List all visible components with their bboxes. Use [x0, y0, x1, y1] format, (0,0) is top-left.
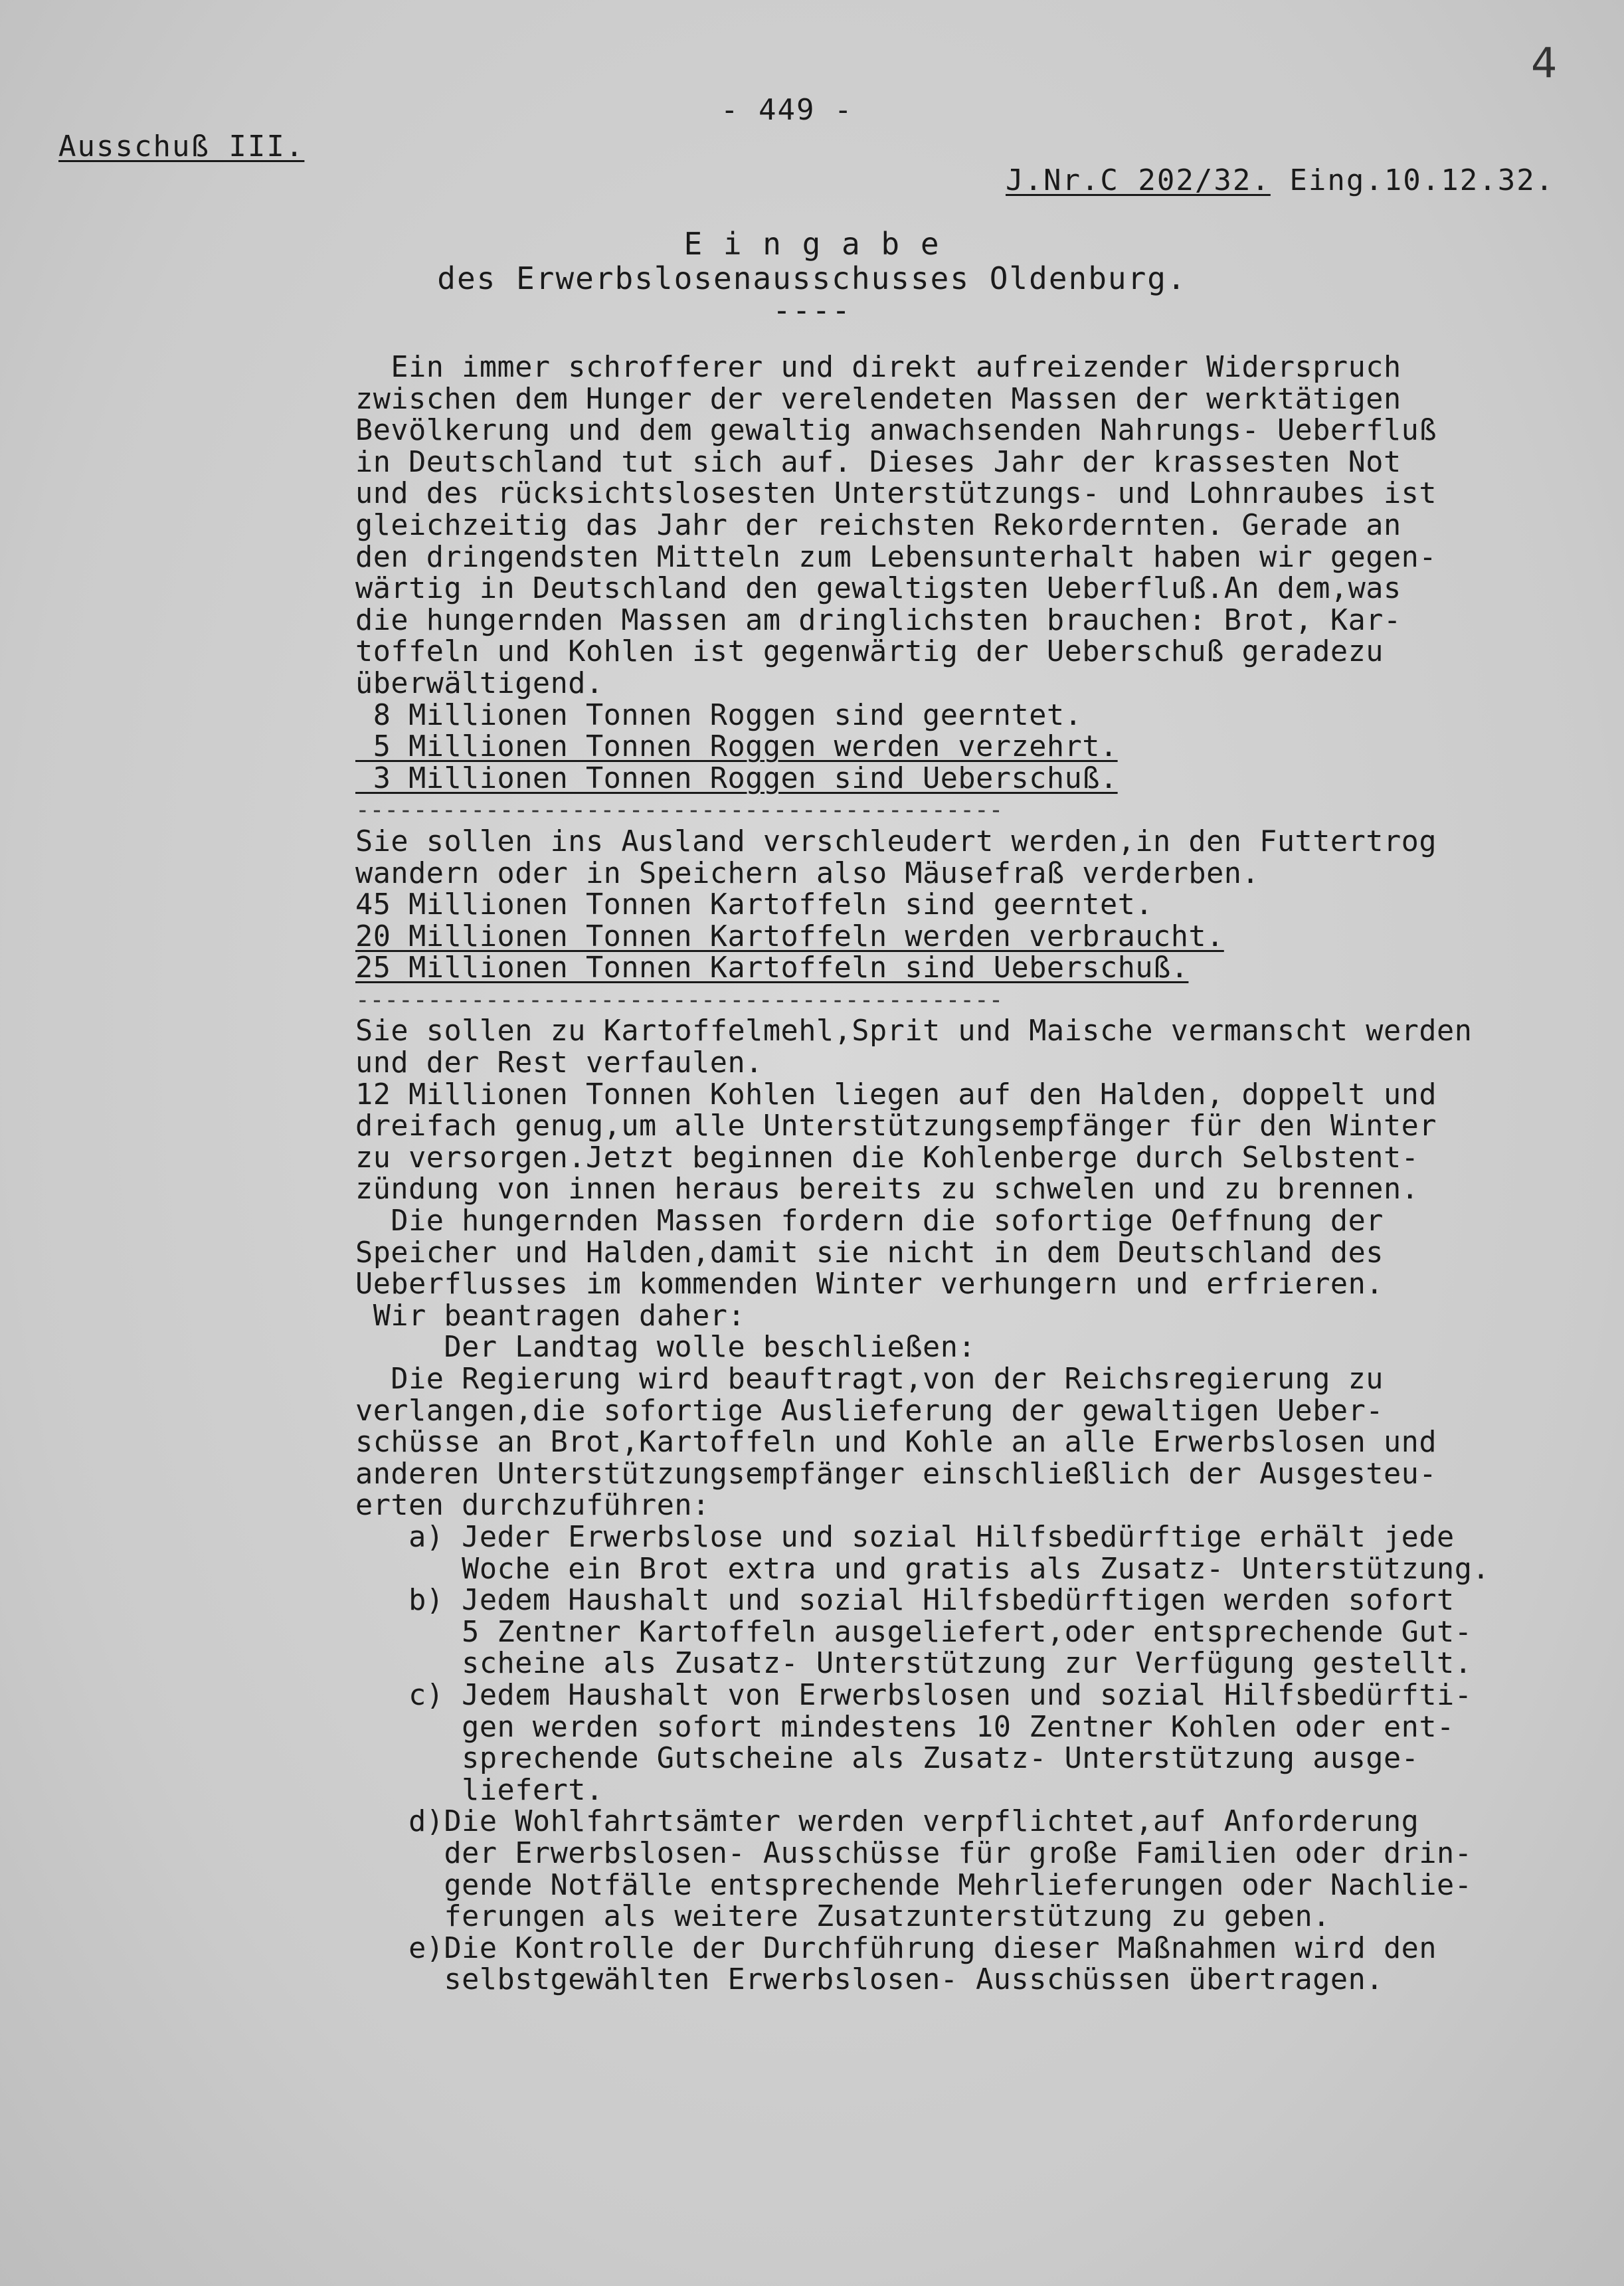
reference-number — [930, 130, 1554, 231]
body-line: Ein immer schrofferer und direkt aufreizender Widerspruch — [355, 351, 1401, 384]
body-line: wärtig in Deutschland den gewaltigsten Ueberfluß.An dem,was — [355, 572, 1401, 606]
body-line: den dringendsten Mitteln zum Lebensunterhalt haben wir gegen- — [355, 540, 1437, 574]
rye-surplus-line: 3 Millionen Tonnen Roggen sind Ueberschuß. — [355, 761, 1118, 795]
body-line: schüsse an Brot,Kartoffeln und Kohle an alle Erwerbslosen und — [355, 1426, 1437, 1460]
body-line: toffeln und Kohlen ist gegenwärtig der Ueberschuß geradezu — [355, 635, 1384, 669]
potato-surplus-line: 25 Millionen Tonnen Kartoffeln sind Ueberschuß. — [355, 951, 1189, 985]
body-line: in Deutschland tut sich auf. Dieses Jahr der krassesten Not — [355, 445, 1401, 479]
list-item-e-cont: selbstgewählten Erwerbslosen- Ausschüssen übertragen. — [355, 1963, 1384, 1997]
rye-consumed-line: 5 Millionen Tonnen Roggen werden verzehrt. — [355, 730, 1118, 764]
body-line: zwischen dem Hunger der verelendeten Massen der werktätigen — [355, 382, 1401, 416]
motion-resolution: Der Landtag wolle beschließen: — [355, 1331, 976, 1365]
document-title: E i n g a b e — [683, 226, 941, 262]
rye-harvest-line: 8 Millionen Tonnen Roggen sind geerntet. — [355, 698, 1083, 732]
list-item-c-cont: sprechende Gutscheine als Zusatz- Unterstützung ausge- — [355, 1742, 1419, 1776]
dashed-separator: --------------------------------------------- — [355, 797, 1004, 824]
body-line: und des rücksichtslosesten Unterstützungs- und Lohnraubes ist — [355, 477, 1437, 511]
journal-number: J.Nr.C 202/32. — [1005, 163, 1271, 197]
body-line: und der Rest verfaulen. — [355, 1046, 763, 1080]
body-line: Sie sollen ins Ausland verschleudert werden,in den Futtertrog — [355, 824, 1437, 858]
potato-harvest-line: 45 Millionen Tonnen Kartoffeln sind geerntet. — [355, 888, 1154, 922]
body-line: die hungernden Massen am dringlichsten brauchen: Brot, Kar- — [355, 603, 1401, 637]
title-rule: ---- — [772, 292, 852, 328]
list-item-d-cont: ferungen als weitere Zusatzunterstützung zu geben. — [355, 1900, 1330, 1934]
body-line: Ueberflusses im kommenden Winter verhungern und erfrieren. — [355, 1268, 1384, 1301]
folio-number: 4 — [1531, 39, 1558, 87]
body-line: überwältigend. — [355, 666, 604, 700]
body-line: Speicher und Halden,damit sie nicht in dem Deutschland des — [355, 1236, 1384, 1270]
body-line: Die Regierung wird beauftragt,von der Reichsregierung zu — [355, 1363, 1384, 1396]
motion-intro: Wir beantragen daher: — [355, 1299, 746, 1333]
body-line: Sie sollen zu Kartoffelmehl,Sprit und Maische vermanscht werden — [355, 1014, 1473, 1048]
body-line: Bevölkerung und dem gewaltig anwachsenden Nahrungs- Ueberfluß — [355, 414, 1437, 448]
list-item-d-cont: gende Notfälle entsprechende Mehrlieferungen oder Nachlie- — [355, 1868, 1473, 1902]
body-line: 12 Millionen Tonnen Kohlen liegen auf den Halden, doppelt und — [355, 1078, 1437, 1111]
committee-label: Ausschuß III. — [58, 130, 305, 163]
list-item-c-cont: liefert. — [355, 1773, 604, 1807]
list-item-b-cont: scheine als Zusatz- Unterstützung zur Verfügung gestellt. — [355, 1647, 1473, 1681]
body-line: erten durchzuführen: — [355, 1489, 710, 1523]
list-item-a-cont: Woche ein Brot extra und gratis als Zusatz- Unterstützung. — [355, 1552, 1490, 1586]
body-line: Die hungernden Massen fordern die sofortige Oeffnung der — [355, 1204, 1384, 1238]
body-line: wandern oder in Speichern also Mäusefraß verderben. — [355, 856, 1260, 890]
list-item-b-cont: 5 Zentner Kartoffeln ausgeliefert,oder entsprechende Gut- — [355, 1615, 1473, 1649]
list-item-d: d)Die Wohlfahrtsämter werden verpflichtet,auf Anforderung — [355, 1805, 1419, 1839]
list-item-a: a) Jeder Erwerbslose und sozial Hilfsbedürftige erhält jede — [355, 1520, 1455, 1554]
dashed-separator: --------------------------------------------- — [355, 986, 1004, 1014]
list-item-e: e)Die Kontrolle der Durchführung dieser Maßnahmen wird den — [355, 1931, 1437, 1965]
body-line: zündung von innen heraus bereits zu schwelen und zu brennen. — [355, 1173, 1419, 1206]
body-line: verlangen,die sofortige Auslieferung der gewaltigen Ueber- — [355, 1394, 1384, 1428]
document-subtitle: des Erwerbslosenausschusses Oldenburg. — [437, 260, 1187, 296]
body-line: gleichzeitig das Jahr der reichsten Rekordernten. Gerade an — [355, 508, 1401, 542]
body-line: zu versorgen.Jetzt beginnen die Kohlenberge durch Selbstent- — [355, 1141, 1419, 1175]
potato-consumed-line: 20 Millionen Tonnen Kartoffeln werden verbraucht. — [355, 919, 1224, 953]
body-line: dreifach genug,um alle Unterstützungsempfänger für den Winter — [355, 1109, 1437, 1143]
list-item-b: b) Jedem Haushalt und sozial Hilfsbedürftigen werden sofort — [355, 1584, 1455, 1618]
body-text — [355, 352, 1617, 1996]
list-item-c-cont: gen werden sofort mindestens 10 Zentner Kohlen oder ent- — [355, 1710, 1455, 1744]
body-line: anderen Unterstützungsempfänger einschließlich der Ausgesteu- — [355, 1457, 1437, 1491]
page-number: - 449 - — [721, 93, 854, 127]
received-date: Eing.10.12.32. — [1289, 163, 1555, 197]
list-item-d-cont: der Erwerbslosen- Ausschüsse für große Familien oder drin- — [355, 1836, 1473, 1870]
list-item-c: c) Jedem Haushalt von Erwerbslosen und sozial Hilfsbedürfti- — [355, 1678, 1473, 1712]
